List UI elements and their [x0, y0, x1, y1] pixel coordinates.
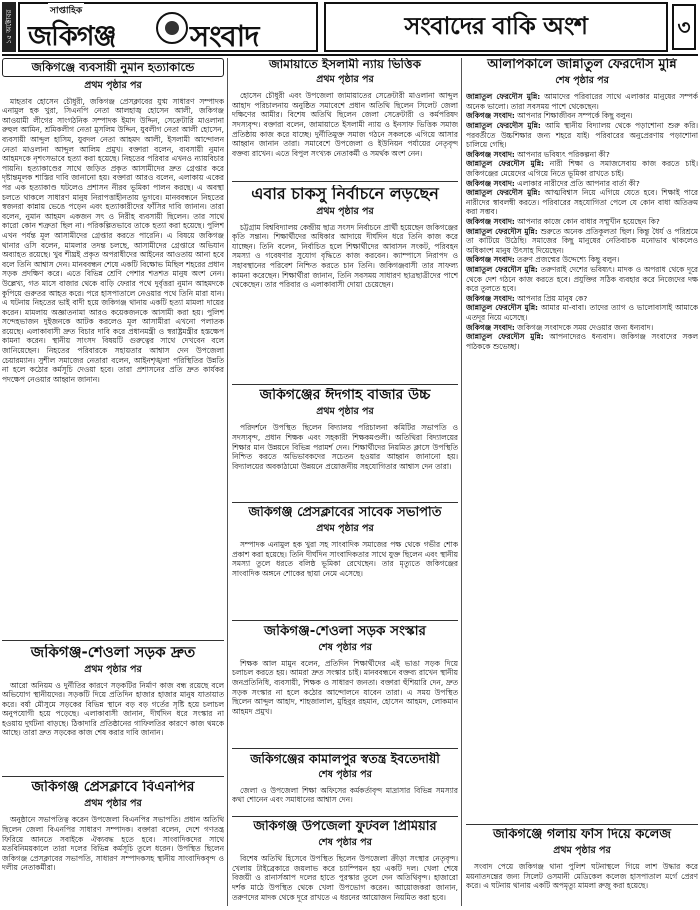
column-1 — [2, 58, 224, 906]
article-body: মাহতাব হোসেন চৌধুরী, জকিগঞ্জ প্রেসক্লাবের যুগ্ম সাধারণ সম্পাদক এনামুল হক খুরা, সিএনপি নেতা আলহাজ্ব হোসেন আলী, জকিগঞ্জ আওয়ামী লীগের সাংগঠনিক সম্পাদক ইমাদ উদ্দিন, সেক্রেটারি মাওলানা রুহুল আমিন, শ্রমিকলীগ নেতা মুসলিম উদ্দিন, যুবলীগ নেতা আলী হোসেন, ব্যবসায়ী আব্দুল হাসিম, যুবদল নেতা আহমদ আলী, ইসলামী আন্দোলন নেতা মাওলানা আব্দুল আলিম প্রমুখ। বক্তারা বলেন, ব্যবসায়ী নুমান আহমদকে নৃশংসভাবে হত্যা করা হয়েছে। নিহতের পরিবার এখনও ন্যায়বিচার পায়নি। হত্যাকাণ্ডের সাথে জড়িত প্রকৃত আসামীদের দ্রুত গ্রেপ্তার করে দৃষ্টান্তমূলক শাস্তির দাবি জানানো হয়। বক্তারা আরও বলেন, এলাকায় একের পর এক হত্যাকাণ্ড ঘটলেও প্রশাসন নীরব ভূমিকা পালন করছে। এ অবস্থা চলতে থাকলে সাধারণ মানুষ নিরাপত্তাহীনতায় ভুগবে। মানববন্ধনে নিহতের স্বজনরা কান্নায় ভেঙে পড়েন এবং হত্যাকারীদের ফাঁসির দাবি জানান। তারা বলেন, নুমান আহমদ একজন সৎ ও নিরীহ ব্যবসায়ী ছিলেন। তার সাথে কারো কোন শত্রুতা ছিল না। পরিকল্পিতভাবে তাকে হত্যা করা হয়েছে। পুলিশ এখন পর্যন্ত মূল আসামীদের গ্রেপ্তার করতে পারেনি। এ বিষয়ে জকিগঞ্জ থানার ওসি বলেন, মামলার তদন্ত চলছে, আসামীদের গ্রেপ্তারে অভিযান অব্যাহত রয়েছে। খুব শীঘ্রই প্রকৃত অপরাধীদের আইনের আওতায় আনা হবে বলে তিনি আশ্বাস দেন। মানববন্ধন শেষে একটি বিক্ষোভ মিছিল শহরের প্রধান সড়ক প্রদক্ষিণ করে। এতে বিভিন্ন শ্রেণি পেশার শতশত মানুষ অংশ নেন। উল্লেখ্য, গত মাসে বাজার থেকে বাড়ি ফেরার পথে দুর্বৃত্তরা নুমান আহমদকে কুপিয়ে গুরুতর আহত করে। পরে হাসপাতালে নেওয়ার পথে তিনি মারা যান। এ ঘটনায় নিহতের ভাই বাদী হয়ে জকিগঞ্জ থানায় একটি হত্যা মামলা দায়ের করেন। মামলায় অজ্ঞাতনামা আরও কয়েকজনকে আসামী করা হয়। পুলিশ সন্দেহভাজন দুইজনকে আটক করলেও মূল আসামীরা এখনো পলাতক রয়েছে। এলাকাবাসী দ্রুত বিচার দাবি করে প্রধানমন্ত্রী ও স্বরাষ্ট্রমন্ত্রীর হস্তক্ষেপ কামনা করেন। স্থানীয় সাংসদ বিষয়টি গুরুত্বের সাথে দেখবেন বলে জানিয়েছেন। নিহতের পরিবারকে সহায়তার আশ্বাস দেন উপজেলা চেয়ারম্যান। সুশীল সমাজের নেতারা বলেন, আইনশৃঙ্খলা পরিস্থিতির উন্নতি না হলে কঠোর কর্মসূচি দেওয়া হবে। তারা প্রশাসনের প্রতি দ্রুত কার্যকর পদক্ষেপ নেওয়ার আহ্বান জানান। — [2, 96, 224, 384]
article-headline: জামায়াতে ইসলামী ন্যায় ভিত্তিক — [269, 58, 421, 71]
interview-exchange — [466, 303, 698, 322]
article-continuation: প্রথম পৃষ্ঠার পর — [84, 663, 142, 675]
article-eidgah-school — [232, 388, 458, 498]
interview-exchange — [466, 227, 698, 256]
interview-exchange — [466, 121, 698, 150]
interview-text: আমার মা-বাবা। তাদের ত্যাগ ও ভালোবাসাই আমাকে এতদূর নিয়ে এসেছে। — [466, 303, 698, 322]
article-continuation: প্রথম পৃষ্ঠার পর — [553, 845, 611, 857]
article-pressclub-president — [232, 506, 458, 616]
article-jamaat — [232, 58, 458, 178]
article-headline: জকিগঞ্জ প্রেসক্লাবে বিএনপির — [31, 780, 195, 795]
interview-exchange — [466, 294, 698, 304]
article-chaksu-election — [232, 185, 458, 381]
interview-text: আপনার শিক্ষাজীবন সম্পর্কে কিছু বলুন। — [517, 111, 633, 121]
article-body: বিশেষ অতিথি হিসেবে উপস্থিত ছিলেন উপজেলা ক্রীড়া সংস্থার নেতৃবৃন্দ। খেলায় টাইব্রেকারে জয়লাভ করে চ্যাম্পিয়ন হয় একটি দল। খেলা শেষে বিজয়ী ও রানার্সআপ দলের হাতে পুরস্কার তুলে দেন অতিথিবৃন্দ। হাজারো দর্শক মাঠে উপস্থিত থেকে খেলা উপভোগ করেন। আয়োজকরা জানান, তরুণদের মাদক থেকে দূরে রাখতে এ ধরনের আয়োজন নিয়মিত করা হবে। — [232, 854, 458, 902]
article-continuation: শেষ পৃষ্ঠার পর — [555, 75, 609, 87]
interview-speaker: জান্নাতুল ফেরদৌস মুন্নি: — [466, 92, 541, 102]
column-divider — [227, 58, 228, 906]
interview-speaker: জান্নাতুল ফেরদৌস মুন্নি: — [466, 332, 544, 342]
interview-text: আত্মবিশ্বাস নিয়ে এগিয়ে যেতে হবে। শিক্ষাই পারে নারীদের স্বাবলম্বী করতে। পরিবারের সহযোগিতা পেলে যে কোন বাধা অতিক্রম করা সম্ভব। — [466, 188, 698, 217]
article-headline: জকিগঞ্জে গলায় ফাঁস দিয়ে কলেজ — [493, 828, 671, 842]
logo-seal-icon — [156, 12, 188, 44]
page-number: ৩ — [672, 4, 696, 50]
interview-text: আপনার ভবিষ্যৎ পরিকল্পনা কী? — [517, 149, 610, 159]
interview-exchange — [466, 265, 698, 294]
section-title: সংবাদের বাকি অংশ — [324, 2, 668, 52]
article-body: জেলা ও উপজেলা শিক্ষা অফিসের কর্মকর্তাবৃন্দ মাদ্রাসার বিভিন্ন সমস্যার কথা শোনেন এবং সমাধানের আশ্বাস দেন। — [232, 785, 458, 805]
interview-text: আপনাদেরও ধন্যবাদ। জকিগঞ্জ সংবাদের সকল পাঠককে শুভেচ্ছা। — [466, 332, 698, 351]
interview-text: তরুণ প্রজন্মের উদ্দেশ্যে কিছু বলুন। — [517, 255, 620, 265]
interview-body — [466, 92, 698, 351]
interview-exchange — [466, 150, 698, 160]
interview-exchange — [466, 179, 698, 189]
article-body: হোসেন চৌধুরী এবং উপজেলা জামায়াতের সেক্রেটারী মাওলানা আব্দুল আহাদ পরিচালনায় অনুষ্ঠিত সমাবেশে প্রধান অতিথি ছিলেন সিলেট জেলা দক্ষিণের আমীর। বিশেষ অতিথি ছিলেন জেলা সেক্রেটারী ও কর্মপরিষদ সদস্যবৃন্দ। বক্তারা বলেন, জামায়াতে ইসলামী ন্যায় ও ইনসাফ ভিত্তিক সমাজ প্রতিষ্ঠায় কাজ করে যাচ্ছে। দুর্নীতিমুক্ত সমাজ গঠনে সকলকে এগিয়ে আসার আহ্বান জানান তারা। সমাবেশে উপজেলা ও ইউনিয়ন পর্যায়ের নেতৃবৃন্দ বক্তব্য রাখেন। এতে বিপুল সংখ্যক নেতাকর্মী ও সমর্থক অংশ নেন। — [232, 91, 458, 158]
article-headline: জকিগঞ্জের ঈদগাহ বাজার উচ্চ — [259, 388, 431, 403]
interview-text: আমাদের পরিবারের সাথে এলাকার মানুষের সম্পর্ক অনেক ভালো। তারা সবসময় পাশে থেকেছেন। — [466, 92, 698, 111]
interview-speaker: জকিগঞ্জ সংবাদ: — [466, 255, 515, 265]
article-continuation: প্রথম পৃষ্ঠার পর — [316, 523, 374, 535]
article-continuation: প্রথম পৃষ্ঠার পর — [84, 79, 142, 91]
interview-speaker: জান্নাতুল ফেরদৌস মুন্নি: — [466, 188, 541, 198]
interview-speaker: জকিগঞ্জ সংবাদ: — [466, 111, 515, 121]
article-football-premier — [232, 820, 458, 906]
article-continuation: প্রথম পৃষ্ঠার পর — [84, 798, 142, 810]
article-kamalpur-madrasa — [232, 752, 458, 812]
logo-title-part2: সংবাদ — [190, 19, 259, 53]
article-interview-munni — [466, 58, 698, 820]
article-body: সংবাদ পেয়ে জকিগঞ্জ থানা পুলিশ ঘটনাস্থলে গিয়ে লাশ উদ্ধার করে ময়নাতদন্তের জন্য সিলেট ওসমানী মেডিকেল কলেজ হাসপাতাল মর্গে প্রেরণ করে। এ ঘটনায় থানায় একটি অপমৃত্যু মামলা রুজু করা হয়েছে। — [466, 862, 698, 891]
column-divider — [461, 58, 462, 906]
interview-text: আমি স্থানীয় বিদ্যালয় থেকে পড়াশোনা শুরু করি। পরবর্তীতে উচ্চশিক্ষার জন্য শহরে যাই। পরিবারের অনুপ্রেরণায় পড়াশোনা চালিয়ে গেছি। — [466, 121, 698, 150]
article-divider — [232, 816, 458, 817]
newspaper-logo — [18, 2, 318, 52]
article-headline: জকিগঞ্জ প্রেসক্লাবের সাবেক সভাপতি — [248, 506, 442, 520]
article-continuation: প্রথম পৃষ্ঠার পর — [316, 74, 374, 86]
article-headline: জকিগঞ্জের কামালপুর স্বতন্ত্র ইবতেদায়ী — [250, 752, 440, 766]
article-numan-murder — [2, 58, 224, 636]
interview-text: আপনার প্রিয় মানুষ কে? — [517, 293, 588, 303]
article-continuation: প্রথম পৃষ্ঠার পর — [316, 406, 374, 418]
interview-text: জকিগঞ্জ সংবাদকে সময় দেওয়ার জন্য ধন্যবাদ। — [517, 322, 654, 332]
article-divider — [232, 620, 458, 621]
article-headline: জকিগঞ্জ-শেওলা সড়ক সংস্কার — [264, 624, 426, 639]
interview-exchange — [466, 332, 698, 351]
article-continuation: শেষ পৃষ্ঠার পর — [318, 641, 372, 653]
article-road-repair — [232, 624, 458, 744]
article-college-suicide — [466, 828, 698, 906]
logo-weekly-label: সাপ্তাহিক — [48, 3, 84, 18]
article-headline: এবার চাকসু নির্বাচনে লড়ছেন — [251, 185, 439, 203]
interview-speaker: জকিগঞ্জ সংবাদ: — [466, 178, 515, 188]
article-headline: জকিগঞ্জ-শেওলা সড়ক দ্রুত — [30, 644, 196, 661]
interview-speaker: জকিগঞ্জ সংবাদ: — [466, 149, 515, 159]
article-body: পরিদর্শনে উপস্থিত ছিলেন বিদ্যালয় পরিচালনা কমিটির সভাপতি ও সদস্যবৃন্দ, প্রধান শিক্ষক এবং সহকারী শিক্ষকমণ্ডলী। অতিথিরা বিদ্যালয়ের শিক্ষার মান উন্নয়নে বিভিন্ন পরামর্শ দেন। শিক্ষার্থীদের নিয়মিত ক্লাসে উপস্থিতি নিশ্চিত করতে অভিভাবকদের সচেতন হওয়ার আহ্বান জানানো হয়। বিদ্যালয়ের অবকাঠামো উন্নয়নে প্রয়োজনীয় সহযোগিতার আশ্বাস দেন তারা। — [232, 423, 458, 471]
interview-exchange — [466, 92, 698, 111]
article-divider — [466, 824, 698, 825]
article-divider — [232, 181, 458, 182]
article-divider — [2, 776, 224, 777]
masthead — [2, 2, 698, 54]
article-sheola-road — [2, 644, 224, 772]
interview-exchange — [466, 159, 698, 178]
article-headline: জকিগঞ্জে ব্যবসায়ী নুমান হত্যাকান্ডে — [2, 58, 224, 77]
interview-text: আপনার কাজে কোন বাধার সম্মুখীন হয়েছেন কি? — [517, 217, 660, 227]
article-body: চট্টগ্রাম বিশ্ববিদ্যালয় কেন্দ্রীয় ছাত্র সংসদ নির্বাচনে প্রার্থী হয়েছেন জকিগঞ্জের কৃতি সন্তান। শিক্ষার্থীদের অধিকার আদায়ে দীর্ঘদিন ধরে তিনি কাজ করে যাচ্ছেন। তিনি বলেন, নির্বাচিত হলে শিক্ষার্থীদের আবাসন সংকট, পরিবহন সমস্যা ও গবেষণার সুযোগ বৃদ্ধিতে কাজ করবেন। ক্যাম্পাসে নিরাপদ ও সহাবস্থানের পরিবেশ নিশ্চিত করতে চান তিনি। জকিগঞ্জবাসী তার সাফল্য কামনা করেছেন। শিক্ষার্থীরা জানান, তিনি সবসময় সাধারণ ছাত্রছাত্রীদের পাশে থেকেছেন। তার পরিবার ও এলাকাবাসী দোয়া চেয়েছেন। — [232, 222, 458, 290]
article-headline: আলাপকালে জান্নাতুল ফেরদৌস মুন্নি — [487, 58, 677, 72]
article-continuation: শেষ পৃষ্ঠার পর — [318, 837, 372, 849]
interview-speaker: জান্নাতুল ফেরদৌস মুন্নি: — [466, 121, 541, 131]
interview-text: তরুণরাই দেশের ভবিষ্যৎ। মাদক ও অপরাধ থেকে দূরে থেকে দেশ গঠনে কাজ করতে হবে। প্রযুক্তির সঠিক ব্যবহার করে নিজেদের দক্ষ করে তুলতে হবে। — [466, 264, 698, 294]
interview-text: নারী শিক্ষা ও সমাজসেবায় কাজ করতে চাই। জকিগঞ্জের মেয়েদের এগিয়ে নিতে ভূমিকা রাখতে চাই। — [466, 159, 698, 179]
interview-speaker: জান্নাতুল ফেরদৌস মুন্নি: — [466, 159, 544, 169]
interview-text: শুরুতে অনেক প্রতিকূলতা ছিল। কিন্তু ধৈর্য ও পরিশ্রমে তা কাটিয়ে উঠেছি। সমাজের কিছু মানুষের নেতিবাচক মনোভাব থাকলেও অধিকাংশ মানুষ উৎসাহ দিয়েছেন। — [466, 226, 698, 255]
article-body: আরো অনিয়ম ও দুর্নীতির কারণে সড়কটির নির্মাণ কাজ বন্ধ রয়েছে বলে অভিযোগ স্থানীয়দের। সড়কটি দিয়ে প্রতিদিন হাজার হাজার মানুষ যাতায়াত করে। বর্ষা মৌসুমে সড়কের বিভিন্ন স্থানে বড় বড় গর্তের সৃষ্টি হয়ে চলাচল অনুপযোগী হয়ে পড়েছে। এলাকাবাসী জানান, দীর্ঘদিন ধরে সংস্কার না হওয়ায় দুর্ঘটনা বাড়ছে। ঠিকাদারি প্রতিষ্ঠানের গাফিলতির কারণে কাজ থমকে আছে। তারা দ্রুত সড়কের কাজ শেষ করার দাবি জানান। — [2, 680, 224, 738]
interview-exchange — [466, 255, 698, 265]
interview-text: এলাকার নারীদের প্রতি আপনার বার্তা কী? — [517, 178, 640, 188]
interview-speaker: জান্নাতুল ফেরদৌস মুন্নি: — [466, 303, 538, 313]
masthead-rule — [2, 54, 698, 56]
interview-exchange — [466, 188, 698, 217]
article-divider — [232, 502, 458, 503]
interview-speaker: জকিগঞ্জ সংবাদ: — [466, 293, 515, 303]
interview-speaker: জান্নাতুল ফেরদৌস মুন্নি: — [466, 264, 538, 274]
article-divider — [2, 640, 224, 641]
column-2 — [232, 58, 458, 906]
date-strip: ১৫ অক্টোবর ২০২৩ — [2, 2, 16, 52]
article-body: অনুষ্ঠানে সভাপতিত্ব করেন উপজেলা বিএনপির সভাপতি। প্রধান অতিথি ছিলেন জেলা বিএনপির সাধারণ সম্পাদক। বক্তারা বলেন, দেশে গণতন্ত্র ফিরিয়ে আনতে সবাইকে ঐক্যবদ্ধ হতে হবে। সাংবাদিকদের সাথে মতবিনিময়কালে তারা দলের বিভিন্ন কর্মসূচি তুলে ধরেন। উপস্থিত ছিলেন জকিগঞ্জ প্রেসক্লাবের সভাপতি, সাধারণ সম্পাদকসহ স্থানীয় সাংবাদিকবৃন্দ ও দলীয় নেতাকর্মীরা। — [2, 815, 224, 873]
article-body: সম্পাদক এনামুল হক খুরা সহ সাংবাদিক সমাজের পক্ষ থেকে গভীর শোক প্রকাশ করা হয়েছে। তিনি দীর্ঘদিন সাংবাদিকতার সাথে যুক্ত ছিলেন এবং স্থানীয় সমস্যা তুলে ধরতে বলিষ্ঠ ভূমিকা রেখেছেন। তার মৃত্যুতে জকিগঞ্জের সাংবাদিক অঙ্গনে শোকের ছায়া নেমে এসেছে। — [232, 540, 458, 579]
logo-title-part1: জকিগঞ্জ — [28, 21, 116, 52]
interview-speaker: জান্নাতুল ফেরদৌস মুন্নি: — [466, 226, 538, 236]
article-continuation: প্রথম পৃষ্ঠার পর — [316, 205, 374, 217]
article-headline: জকিগঞ্জ উপজেলা ফুটবল প্রিমিয়ার — [253, 820, 437, 834]
interview-speaker: জকিগঞ্জ সংবাদ: — [466, 322, 515, 332]
interview-speaker: জকিগঞ্জ সংবাদ: — [466, 217, 515, 227]
article-divider — [232, 384, 458, 385]
interview-exchange — [466, 323, 698, 333]
article-bnp-pressclub — [2, 780, 224, 906]
article-divider — [232, 748, 458, 749]
article-body: শিক্ষক আল মামুন বলেন, প্রতিদিন শিক্ষার্থীদের এই ভাঙা সড়ক দিয়ে চলাচল করতে হয়। আমরা দ্রুত সংস্কার চাই। মানববন্ধনে বক্তব্য রাখেন স্থানীয় জনপ্রতিনিধি, ব্যবসায়ী, শিক্ষক ও সাধারণ জনতা। বক্তারা হুঁশিয়ারি দেন, দ্রুত সড়ক সংস্কার না হলে কঠোর আন্দোলনে যাবেন তারা। এ সময় উপস্থিত ছিলেন আব্দুল আহাদ, শাহজালাল, মুহিবুর রহমান, হোসেন আহমদ, লোকমান আহমদ প্রমুখ। — [232, 658, 458, 716]
article-continuation: শেষ পৃষ্ঠার পর — [318, 768, 372, 780]
column-3 — [466, 58, 698, 906]
interview-exchange — [466, 111, 698, 121]
interview-exchange — [466, 217, 698, 227]
